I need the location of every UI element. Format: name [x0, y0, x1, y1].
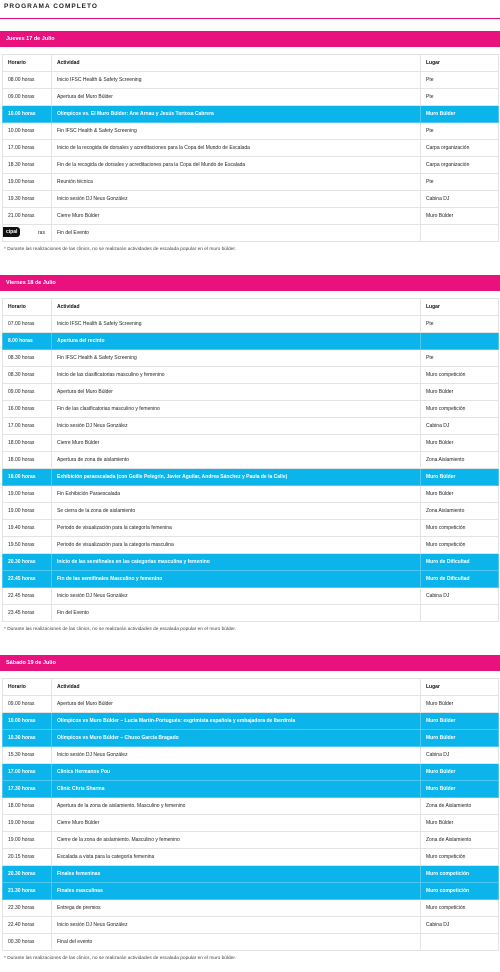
header-place: Lugar [421, 679, 499, 696]
table-row [3, 815, 499, 832]
time-cell: 22.40 horas [3, 917, 52, 934]
place-cell: Muro competición [421, 537, 499, 554]
header-time: Horario [3, 299, 52, 316]
place-cell [421, 605, 499, 622]
place-cell: Zona Aislamiento [421, 503, 499, 520]
table-row [3, 350, 499, 367]
time-cell: 19.00 horas [3, 174, 52, 191]
table-row-highlighted [3, 883, 499, 900]
time-cell: 18.30 horas [3, 157, 52, 174]
table-row [3, 520, 499, 537]
time-cell: 19.00 horas [3, 486, 52, 503]
place-cell: Muro Búlder [421, 713, 499, 730]
table-row-highlighted [3, 713, 499, 730]
activity-cell: Inicio de la recogida de dorsales y acreditaciones para la Copa del Mundo de Escalada [52, 140, 421, 157]
place-cell: Zona de Aislamiento [421, 832, 499, 849]
place-cell: Carpa organización [421, 157, 499, 174]
table-row [3, 418, 499, 435]
time-cell: 07.00 horas [3, 316, 52, 333]
activity-cell: Fin del Evento [52, 225, 421, 242]
time-cell: 8.00 horas [3, 333, 52, 350]
title-divider [0, 18, 500, 19]
time-cell: 09.00 horas [3, 89, 52, 106]
place-cell: Muro Búlder [421, 730, 499, 747]
table-row-highlighted [3, 781, 499, 798]
table-row [3, 486, 499, 503]
table-row [3, 849, 499, 866]
activity-cell: Cierre Muro Búlder [52, 435, 421, 452]
time-cell: 18.00 horas [3, 435, 52, 452]
activity-cell: Se cierra de la zona de aislamiento [52, 503, 421, 520]
table-row [3, 588, 499, 605]
place-cell: Cabina DJ [421, 418, 499, 435]
activity-cell: Periodo de visualización para la categoría masculina [52, 537, 421, 554]
time-cell: 22.45 horas [3, 571, 52, 588]
time-cell: 17.00 horas [3, 140, 52, 157]
header-activity: Actividad [52, 679, 421, 696]
place-cell [421, 934, 499, 951]
table-row-highlighted [3, 730, 499, 747]
table-row [3, 140, 499, 157]
footnote: * Durante las realizaciones de las clinics, no se realizarán actividades de escalada popular en el muro búlder. [4, 247, 236, 252]
table-row [3, 832, 499, 849]
place-cell: Muro competición [421, 866, 499, 883]
place-cell: Pte [421, 350, 499, 367]
table-row [3, 191, 499, 208]
place-cell: Muro competición [421, 849, 499, 866]
activity-cell: Inicio IFSC Health & Safety Screening [52, 72, 421, 89]
table-row [3, 537, 499, 554]
time-cell: 20.30 horas [3, 554, 52, 571]
table-header-row [3, 55, 499, 72]
activity-cell: Inicio IFSC Health & Safety Screening [52, 316, 421, 333]
activity-cell: Olímpicos vs. El Muro Búlder: Ane Arnau y Jesús Tortosa Cabrera [52, 106, 421, 123]
day-header: Jueves 17 de Julio [0, 31, 500, 47]
header-place: Lugar [421, 299, 499, 316]
table-row [3, 367, 499, 384]
time-cell: 19.00 horas [3, 832, 52, 849]
place-cell: Pte [421, 89, 499, 106]
table-row [3, 225, 499, 242]
activity-cell: Fin IFSC Health & Safety Screening [52, 123, 421, 140]
place-cell: Pte [421, 174, 499, 191]
activity-cell: Clinics Hermanos Pou [52, 764, 421, 781]
activity-cell: Inicio sesión DJ Neus González [52, 588, 421, 605]
time-cell: 18.00 horas [3, 469, 52, 486]
footnote: * Durante las realizaciones de las clinics, no se realizarán actividades de escalada popular en el muro búlder. [4, 627, 236, 632]
place-cell: Muro Búlder [421, 696, 499, 713]
time-cell: 20.30 horas [3, 866, 52, 883]
place-cell: Muro Búlder [421, 469, 499, 486]
time-cell: 09.00 horas [3, 696, 52, 713]
time-cell: 21.30 horas [3, 883, 52, 900]
time-cell: 08.30 horas [3, 367, 52, 384]
table-row [3, 452, 499, 469]
activity-cell: Fin Exhibición Paraescalada [52, 486, 421, 503]
table-row [3, 384, 499, 401]
table-row [3, 157, 499, 174]
footnote: * Durante las realizaciones de las clinics, no se realizarán actividades de escalada popular en el muro búlder. [4, 956, 236, 961]
activity-cell: Apertura del Muro Búlder [52, 89, 421, 106]
table-row [3, 401, 499, 418]
time-cell: 17.30 horas [3, 781, 52, 798]
activity-cell: Apertura del Muro Búlder [52, 696, 421, 713]
time-cell: 17.00 horas [3, 418, 52, 435]
activity-cell: Finales femeninas [52, 866, 421, 883]
page-title: PROGRAMA COMPLETO [4, 3, 98, 10]
header-place: Lugar [421, 55, 499, 72]
time-cell: 22.30 horas [3, 900, 52, 917]
place-cell: Pte [421, 123, 499, 140]
table-row [3, 900, 499, 917]
table-row-highlighted [3, 764, 499, 781]
day-header: Viernes 18 de Julio [0, 275, 500, 291]
activity-cell: Apertura de la zona de aislamiento. Masculino y femenino [52, 798, 421, 815]
activity-cell: Fin de las clasificatorias masculino y femenino [52, 401, 421, 418]
activity-cell: Olímpicos vs Muro Búlder – Lucía Martín-Portugués: esgrimista española y embajadora de Iberdrola [52, 713, 421, 730]
place-cell: Muro Búlder [421, 384, 499, 401]
schedule-table [2, 678, 499, 951]
table-row-highlighted [3, 106, 499, 123]
place-cell: Muro Búlder [421, 435, 499, 452]
time-cell: 19.00 horas [3, 503, 52, 520]
activity-cell: Fin del Evento [52, 605, 421, 622]
activity-cell: Periodo de visualización para la categoría femenina [52, 520, 421, 537]
place-cell: Muro competición [421, 520, 499, 537]
table-row [3, 696, 499, 713]
activity-cell: Cierre de la zona de aislamiento. Masculino y femenino [52, 832, 421, 849]
activity-cell: Inicio sesión DJ Neus González [52, 418, 421, 435]
table-row [3, 917, 499, 934]
activity-cell: Apertura del Muro Búlder [52, 384, 421, 401]
time-cell: 19.40 horas [3, 520, 52, 537]
table-row [3, 934, 499, 951]
table-row-highlighted [3, 866, 499, 883]
place-cell: Muro Búlder [421, 764, 499, 781]
activity-cell: Escalada a vista para la categoría femenina [52, 849, 421, 866]
day-section [0, 275, 500, 643]
table-row-highlighted [3, 469, 499, 486]
day-section [0, 655, 500, 972]
schedule-table [2, 298, 499, 622]
place-cell [421, 333, 499, 350]
place-cell: Pte [421, 72, 499, 89]
schedule-table [2, 54, 499, 242]
day-section [0, 31, 500, 263]
activity-cell: Cierre Muro Búlder [52, 208, 421, 225]
place-cell: Cabina DJ [421, 917, 499, 934]
place-cell: Muro Búlder [421, 815, 499, 832]
place-cell: Muro competición [421, 367, 499, 384]
place-cell: Muro competición [421, 883, 499, 900]
place-cell: Cabina DJ [421, 747, 499, 764]
activity-cell: Fin de las semifinales Masculino y femenino [52, 571, 421, 588]
header-time: Horario [3, 55, 52, 72]
time-cell: 10.00 horas [3, 106, 52, 123]
table-row [3, 72, 499, 89]
place-cell: Muro Búlder [421, 106, 499, 123]
time-cell: 20.15 horas [3, 849, 52, 866]
table-row [3, 435, 499, 452]
place-cell: Carpa organización [421, 140, 499, 157]
time-cell: 19.50 horas [3, 537, 52, 554]
time-cell: 17.00 horas [3, 764, 52, 781]
table-row-highlighted [3, 333, 499, 350]
time-cell [3, 225, 52, 242]
time-cell: 18.00 horas [3, 798, 52, 815]
time-cell: 10.00 horas [3, 713, 52, 730]
table-row [3, 503, 499, 520]
overlay-badge[interactable]: cipal [3, 227, 20, 237]
activity-cell: Inicio de las semifinales en las categorías masculina y femenino [52, 554, 421, 571]
time-cell: 08.30 horas [3, 350, 52, 367]
time-cell: 09.00 horas [3, 384, 52, 401]
time-cell: 16.00 horas [3, 401, 52, 418]
place-cell: Muro Búlder [421, 781, 499, 798]
time-cell: 23.45 horas [3, 605, 52, 622]
activity-cell: Apertura del recinto [52, 333, 421, 350]
header-time: Horario [3, 679, 52, 696]
place-cell: Cabina DJ [421, 588, 499, 605]
activity-cell: Fin IFSC Health & Safety Screening [52, 350, 421, 367]
place-cell: Muro competición [421, 900, 499, 917]
table-row [3, 798, 499, 815]
time-cell: 10.30 horas [3, 730, 52, 747]
time-cell: 22.45 horas [3, 588, 52, 605]
time-cell: 15.30 horas [3, 747, 52, 764]
activity-cell: Finales masculinas [52, 883, 421, 900]
header-activity: Actividad [52, 299, 421, 316]
activity-cell: Entrega de premios [52, 900, 421, 917]
section-gap [0, 643, 500, 655]
time-cell: 18.00 horas [3, 452, 52, 469]
table-row [3, 316, 499, 333]
header-activity: Actividad [52, 55, 421, 72]
table-header-row [3, 679, 499, 696]
place-cell: Muro Búlder [421, 208, 499, 225]
table-row [3, 174, 499, 191]
time-cell: 19.30 horas [3, 191, 52, 208]
place-cell: Muro de Dificultad [421, 554, 499, 571]
table-row [3, 208, 499, 225]
table-row-highlighted [3, 571, 499, 588]
activity-cell: Cierre Muro Búlder [52, 815, 421, 832]
activity-cell: Fin de la recogida de dorsales y acreditaciones para la Copa del Mundo de Escalada [52, 157, 421, 174]
activity-cell: Inicio sesión DJ Neus González [52, 747, 421, 764]
place-cell: Muro Búlder [421, 486, 499, 503]
table-header-row [3, 299, 499, 316]
time-cell: 08.00 horas [3, 72, 52, 89]
place-cell: Muro competición [421, 401, 499, 418]
table-row [3, 605, 499, 622]
activity-cell: Inicio sesión DJ Neus González [52, 191, 421, 208]
time-cell: 19.00 horas [3, 815, 52, 832]
section-gap [0, 263, 500, 275]
activity-cell: Olímpicos vs Muro Búlder – Chuso García Bragado [52, 730, 421, 747]
place-cell: Zona de Aislamiento [421, 798, 499, 815]
table-row [3, 123, 499, 140]
place-cell [421, 225, 499, 242]
table-row [3, 747, 499, 764]
table-row [3, 89, 499, 106]
time-cell: 10.00 horas [3, 123, 52, 140]
table-row-highlighted [3, 554, 499, 571]
activity-cell: Inicio sesión DJ Neus González [52, 917, 421, 934]
activity-cell: Exhibición paraescalada (con Guille Pelegrín, Javier Aguilar, Andrea Sánchez y Paula de la Calle) [52, 469, 421, 486]
activity-cell: Clinic Chris Sharma [52, 781, 421, 798]
activity-cell: Reunión técnica [52, 174, 421, 191]
place-cell: Muro de Dificultad [421, 571, 499, 588]
place-cell: Pte [421, 316, 499, 333]
activity-cell: Apertura de zona de aislamiento [52, 452, 421, 469]
time-cell: 21.00 horas [3, 208, 52, 225]
day-header: Sábado 19 de Julio [0, 655, 500, 671]
time-text: ras [38, 230, 45, 236]
schedule [0, 31, 500, 972]
activity-cell: Final del evento [52, 934, 421, 951]
place-cell: Cabina DJ [421, 191, 499, 208]
place-cell: Zona Aislamiento [421, 452, 499, 469]
time-cell: 00.30 horas [3, 934, 52, 951]
activity-cell: Inicio de las clasificatorias masculino y femenino [52, 367, 421, 384]
